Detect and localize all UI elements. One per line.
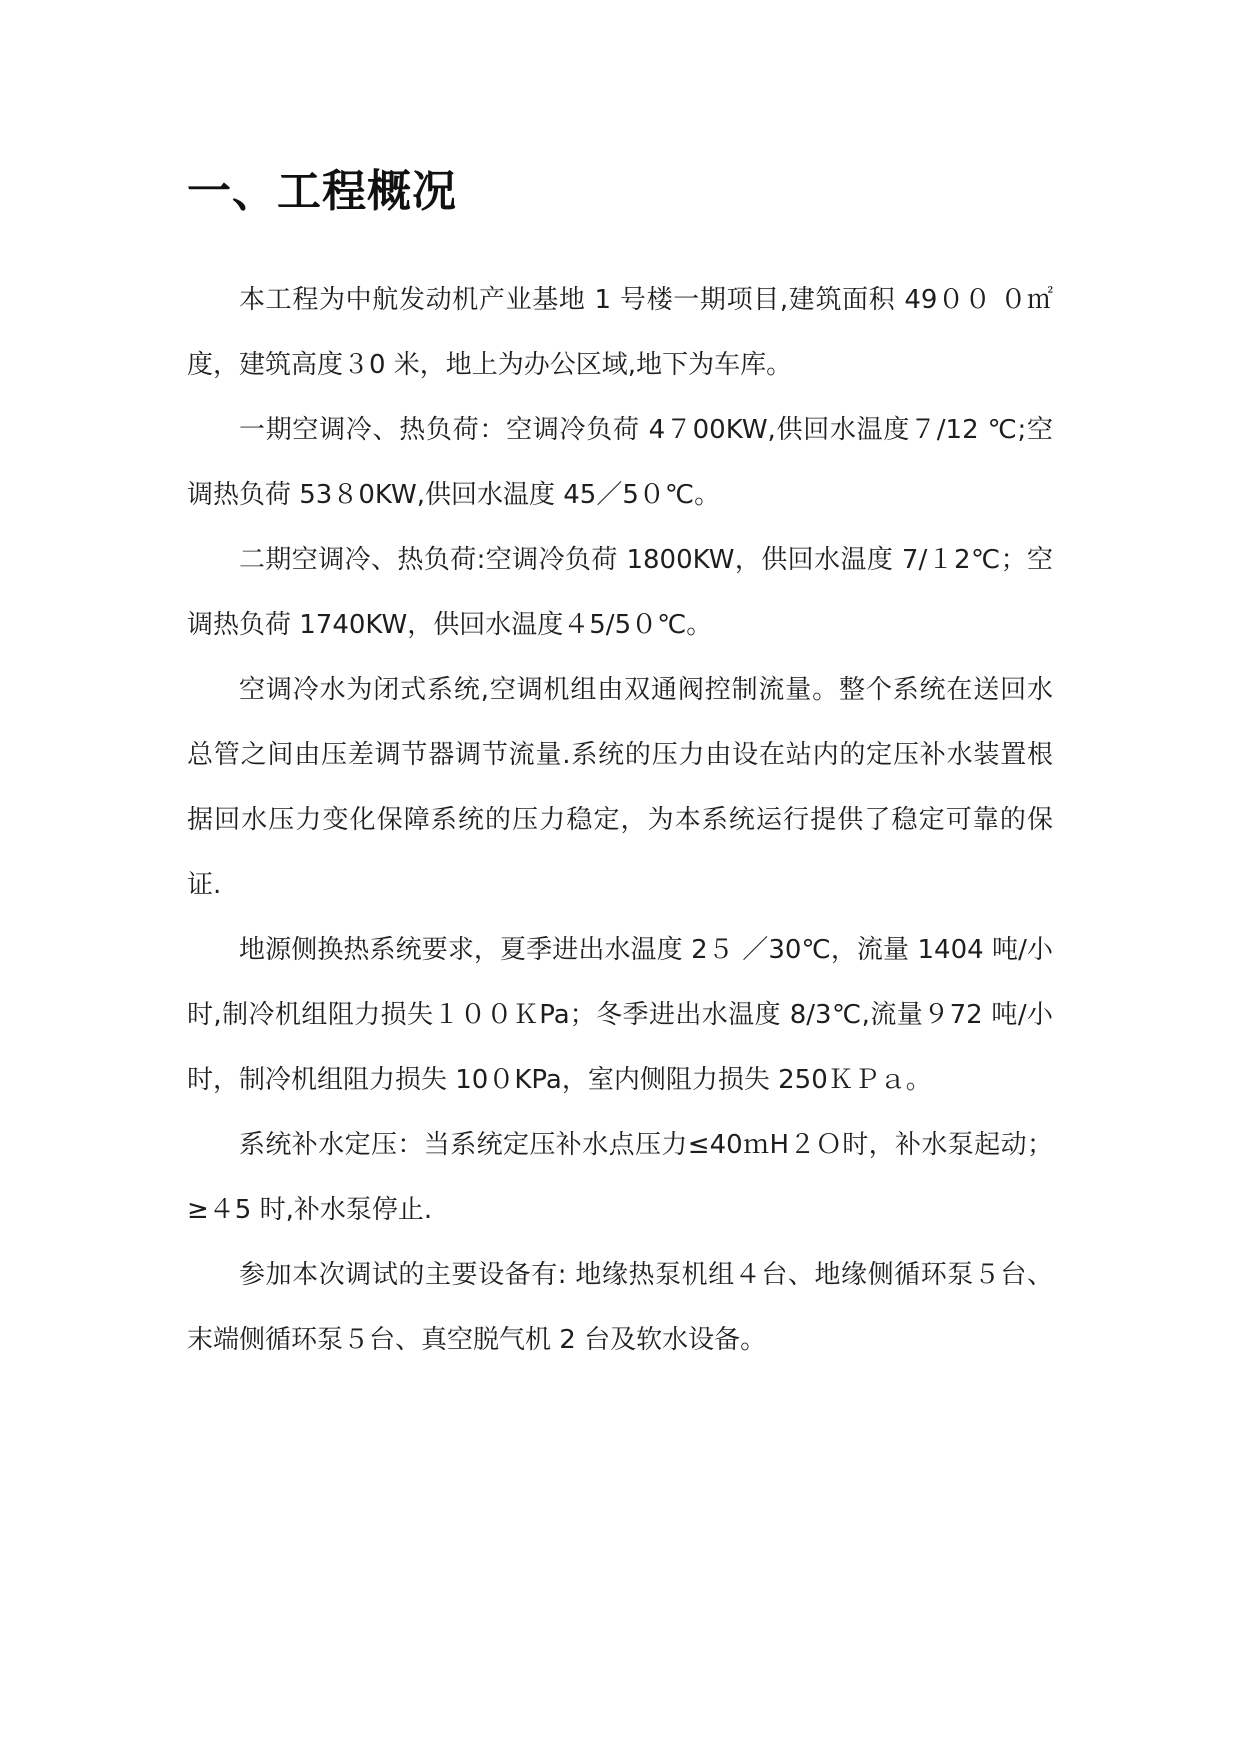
paragraph-phase-two-load: 二期空调冷、热负荷:空调冷负荷 1800KW，供回水温度 7/１2℃；空调热负荷 1740KW，供回水温度４5/5０℃。 <box>187 545 1053 640</box>
paragraph-project-overview: 本工程为中航发动机产业基地 1 号楼一期项目,建筑面积 49００ ０㎡度，建筑高度３0 米，地上为办公区域,地下为车库。 <box>187 285 1053 380</box>
section-heading: 一、工程概况 <box>187 166 457 217</box>
paragraph-ground-source-requirements: 地源侧换热系统要求，夏季进出水温度 2５ ／30℃，流量 1404 吨/小时,制冷机组阻力损失１００ＫPa；冬季进出水温度 8/3℃,流量９72 吨/小时，制冷机组阻力损失 10０KPa，室内侧阻力损失 250ＫＰａ。 <box>187 935 1053 1095</box>
paragraph-main-equipment: 参加本次调试的主要设备有: 地缘热泵机组４台、地缘侧循环泵５台、末端侧循环泵５台、真空脱气机 2 台及软水设备。 <box>187 1260 1053 1355</box>
paragraph-phase-one-load: 一期空调冷、热负荷：空调冷负荷 4７00KW,供回水温度７/12 ℃;空调热负荷 53８0KW,供回水温度 45／5０℃。 <box>187 415 1053 510</box>
section-body <box>187 268 1053 1373</box>
paragraph-chilled-water-system: 空调冷水为闭式系统,空调机组由双通阀控制流量。整个系统在送回水总管之间由压差调节器调节流量.系统的压力由设在站内的定压补水装置根据回水压力变化保障系统的压力稳定，为本系统运行提供了稳定可靠的保证. <box>187 675 1053 900</box>
paragraph-makeup-water-pressure: 系统补水定压：当系统定压补水点压力≤40ｍH２Ｏ时，补水泵起动；≥４5 时,补水泵停止. <box>187 1130 1053 1225</box>
